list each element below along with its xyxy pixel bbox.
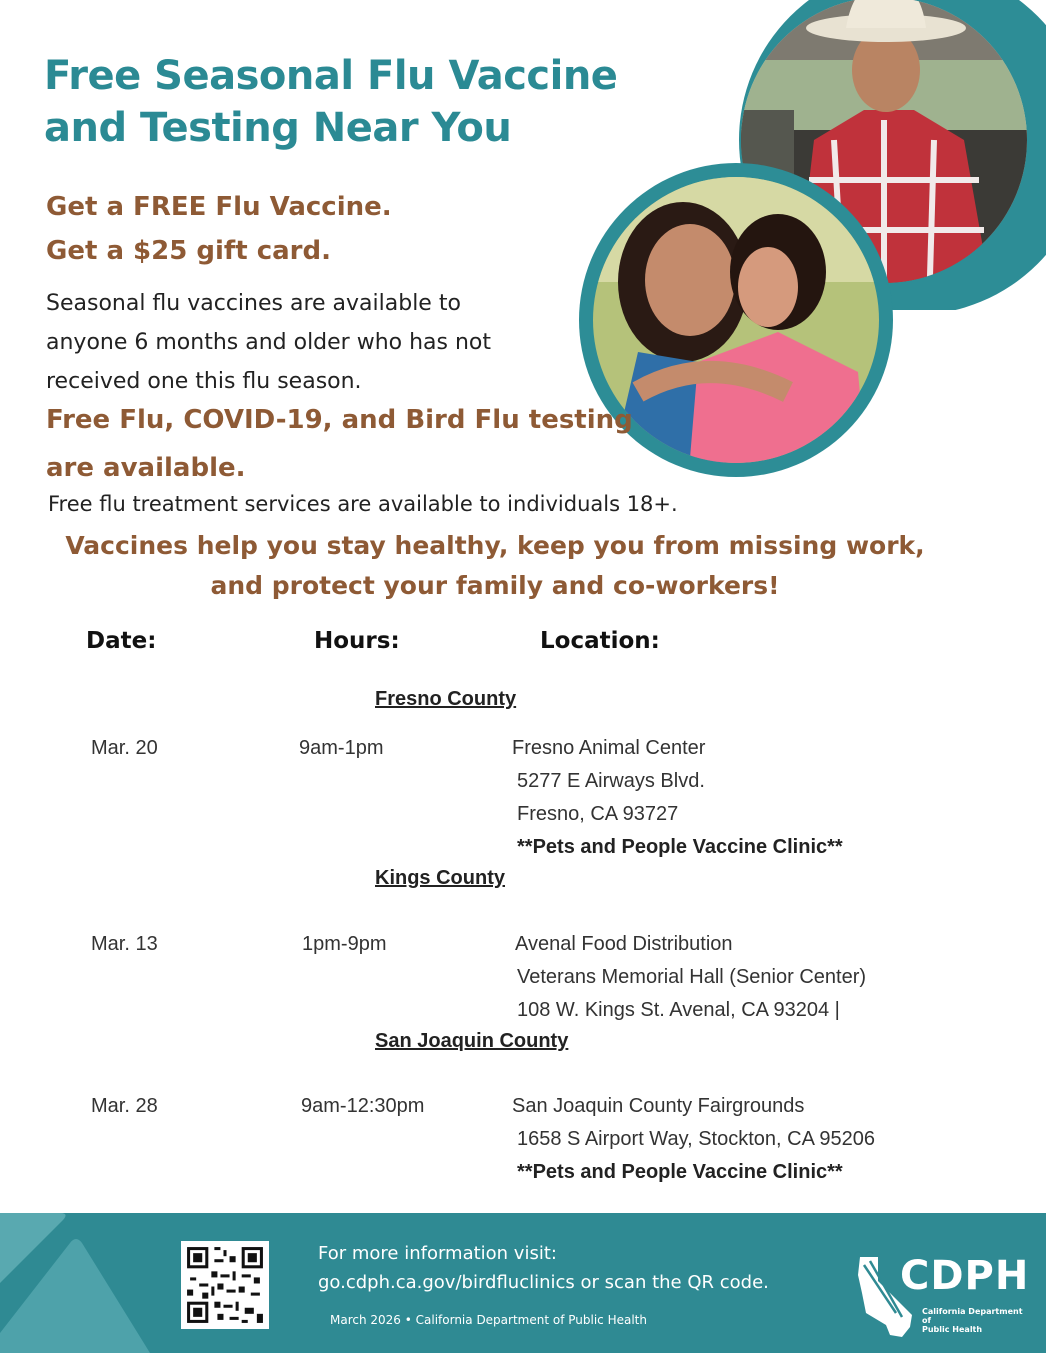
event-date: Mar. 13 xyxy=(91,933,158,955)
more-info-url[interactable]: go.cdph.ca.gov/birdfluclinics or scan the QR code. xyxy=(318,1272,769,1293)
event-date: Mar. 20 xyxy=(91,737,158,759)
location-line: San Joaquin County Fairgrounds xyxy=(512,1095,805,1117)
cdph-subtitle-line: California Department of xyxy=(922,1307,1023,1325)
location-line: Veterans Memorial Hall (Senior Center) xyxy=(517,966,867,988)
description-line: received one this flu season. xyxy=(46,369,362,394)
event-location xyxy=(515,928,866,1027)
event-location xyxy=(512,732,843,864)
testing-line: are available. xyxy=(46,453,246,483)
event-hours: 1pm-9pm xyxy=(302,933,387,955)
cdph-logo xyxy=(856,1253,1036,1343)
county-heading-san-joaquin: San Joaquin County xyxy=(375,1030,569,1052)
county-heading-kings: Kings County xyxy=(375,867,505,889)
testing-line: Free Flu, COVID-19, and Bird Flu testing xyxy=(46,405,633,435)
tagline-line: and protect your family and co-workers! xyxy=(210,571,780,600)
location-line: 5277 E Airways Blvd. xyxy=(517,770,705,792)
tagline xyxy=(0,526,990,606)
location-line: Fresno Animal Center xyxy=(512,737,706,759)
cdph-subtitle-line: Public Health xyxy=(922,1325,983,1334)
date-column-header: Date: xyxy=(86,628,157,654)
location-line: 1658 S Airport Way, Stockton, CA 95206 xyxy=(517,1128,875,1150)
publication-date-line: March 2026 • California Department of Public Health xyxy=(330,1313,647,1327)
event-location xyxy=(512,1090,875,1189)
more-info-text xyxy=(318,1239,769,1297)
free-vaccine-headline: Get a FREE Flu Vaccine. xyxy=(46,192,392,222)
tagline-line: Vaccines help you stay healthy, keep you from missing work, xyxy=(65,531,925,560)
event-date: Mar. 28 xyxy=(91,1095,158,1117)
footer-banner xyxy=(0,1213,1046,1353)
county-heading-fresno: Fresno County xyxy=(375,688,517,710)
eligibility-description xyxy=(46,284,566,401)
qr-code[interactable] xyxy=(181,1241,269,1329)
clinic-note: **Pets and People Vaccine Clinic** xyxy=(517,836,843,858)
page-title xyxy=(44,50,684,154)
title-line-1: Free Seasonal Flu Vaccine xyxy=(44,53,618,99)
treatment-text: Free flu treatment services are available to individuals 18+. xyxy=(48,492,678,516)
location-column-header: Location: xyxy=(540,628,660,654)
more-info-line: For more information visit: xyxy=(318,1243,557,1264)
title-line-2: and Testing Near You xyxy=(44,105,512,151)
cdph-logo-text: CDPH xyxy=(900,1253,1030,1299)
event-hours: 9am-1pm xyxy=(299,737,384,759)
clinic-note: **Pets and People Vaccine Clinic** xyxy=(517,1161,843,1183)
description-line: anyone 6 months and older who has not xyxy=(46,330,492,355)
event-hours: 9am-12:30pm xyxy=(301,1095,425,1117)
location-line: Fresno, CA 93727 xyxy=(517,803,679,825)
testing-headline xyxy=(46,396,646,492)
gift-card-headline: Get a $25 gift card. xyxy=(46,236,331,266)
hours-column-header: Hours: xyxy=(314,628,400,654)
location-line: 108 W. Kings St. Avenal, CA 93204 | xyxy=(517,999,840,1021)
qr-code-icon xyxy=(181,1241,269,1329)
location-line: Avenal Food Distribution xyxy=(515,933,733,955)
cdph-logo-subtitle xyxy=(922,1307,1032,1334)
footer-decorative-shapes xyxy=(0,1213,200,1353)
description-line: Seasonal flu vaccines are available to xyxy=(46,291,461,316)
